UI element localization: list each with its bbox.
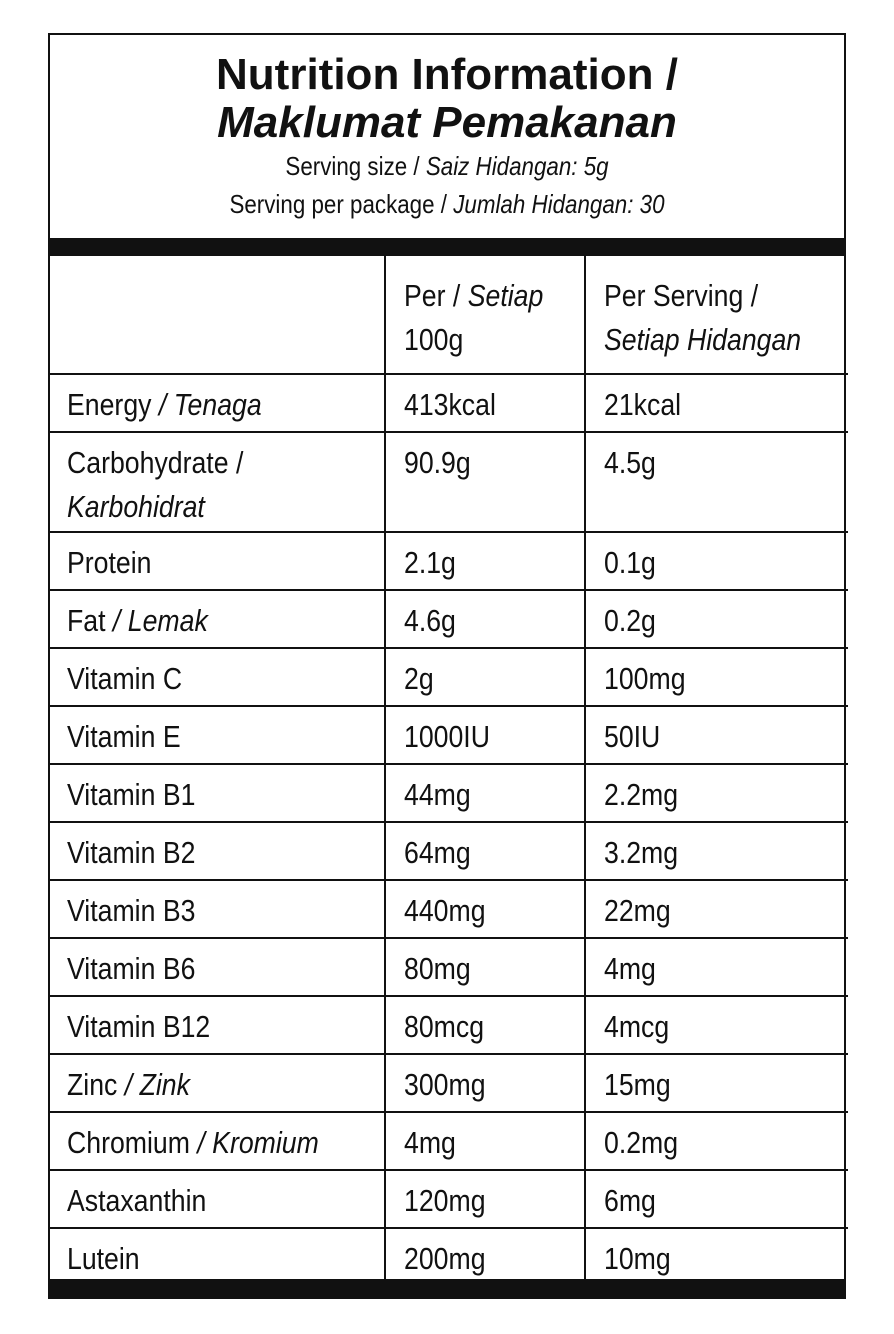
nutrient-name [67, 441, 243, 485]
per-serving-value: 0.1g [604, 545, 656, 580]
nutrient-name-cell [50, 590, 385, 648]
per-100g-en: Per / [404, 278, 461, 313]
per-100g-value-cell [385, 374, 585, 432]
nutrient-row [50, 706, 848, 764]
per-100g-value: 64mg [404, 835, 471, 870]
per-100g-value: 200mg [404, 1241, 486, 1276]
nutrient-name-english: Carbohydrate / [67, 445, 244, 480]
per-100g-value-cell [385, 706, 585, 764]
nutrient-row [50, 938, 848, 996]
nutrient-row [50, 1112, 848, 1170]
per-100g-value: 80mcg [404, 1009, 485, 1044]
nutrient-name-cell [50, 1170, 385, 1228]
per-100g-value-cell [385, 996, 585, 1054]
nutrient-name-english: Zinc [67, 1067, 118, 1102]
per-serving-value: 4mg [604, 951, 656, 986]
nutrient-name-english: Energy [67, 387, 152, 422]
per-serving-value: 6mg [604, 1183, 656, 1218]
nutrient-name [67, 1179, 206, 1223]
nutrient-name-malay: Lemak [127, 603, 208, 638]
nutrient-header-cell [50, 256, 385, 374]
per-100g-value-cell [385, 432, 585, 532]
servings-english: Serving per package / [229, 189, 447, 219]
nutrient-name-malay: Karbohidrat [67, 489, 205, 524]
per-serving-value-cell [585, 1170, 848, 1228]
nutrient-name-malay: Tenaga [173, 387, 262, 422]
nutrient-row [50, 880, 848, 938]
name-separator: / [151, 387, 174, 422]
nutrient-row [50, 590, 848, 648]
nutrient-row [50, 648, 848, 706]
serving-size-english: Serving size / [285, 151, 420, 181]
per-100g-value: 90.9g [404, 445, 471, 480]
per-100g-value-cell [385, 938, 585, 996]
nutrient-name-cell [50, 938, 385, 996]
serving-size-line [106, 147, 789, 185]
per-100g-value: 80mg [404, 951, 471, 986]
per-serving-value: 50IU [604, 719, 661, 754]
nutrient-name-cell [50, 706, 385, 764]
per-100g-value-cell [385, 590, 585, 648]
nutrient-name-english: Vitamin B2 [67, 835, 196, 870]
per-100g-value: 2.1g [404, 545, 456, 580]
nutrient-name-malay: Zink [139, 1067, 190, 1102]
name-separator: / [117, 1067, 140, 1102]
nutrient-name [67, 383, 262, 427]
nutrient-name-cell [50, 822, 385, 880]
per-100g-value-cell [385, 764, 585, 822]
per-100g-value-cell [385, 1054, 585, 1112]
nutrient-name-cell [50, 432, 385, 532]
per-serving-value: 0.2mg [604, 1125, 679, 1160]
per-serving-value-cell [585, 880, 848, 938]
nutrient-name-english: Vitamin E [67, 719, 181, 754]
per-serving-value: 3.2mg [604, 835, 679, 870]
per-100g-value-cell [385, 1170, 585, 1228]
per-serving-value-cell [585, 1054, 848, 1112]
nutrient-name-cell [50, 374, 385, 432]
nutrient-name-malay: Kromium [212, 1125, 319, 1160]
per-serving-value-cell [585, 1112, 848, 1170]
nutrient-name-cell [50, 648, 385, 706]
nutrient-name [67, 947, 195, 991]
per-100g-value: 120mg [404, 1183, 486, 1218]
nutrient-name-english: Lutein [67, 1241, 140, 1276]
nutrient-name [67, 657, 182, 701]
per-serving-value-cell [585, 432, 848, 532]
nutrient-name-cell [50, 1228, 385, 1286]
nutrient-row [50, 1170, 848, 1228]
nutrient-name-cell [50, 996, 385, 1054]
per-serving-value-cell [585, 764, 848, 822]
nutrient-name-cell [50, 1054, 385, 1112]
nutrient-row [50, 996, 848, 1054]
per-100g-header-cell [385, 256, 585, 374]
per-100g-value-cell [385, 648, 585, 706]
nutrient-row [50, 822, 848, 880]
nutrient-name-english: Chromium [67, 1125, 190, 1160]
per-100g-header-text [404, 274, 543, 318]
per-serving-value-cell [585, 996, 848, 1054]
nutrient-name-cell [50, 880, 385, 938]
nutrient-name-cell [50, 532, 385, 590]
per-100g-value: 2g [404, 661, 434, 696]
nutrient-name [67, 773, 195, 817]
serving-size-malay: Saiz Hidangan: 5g [425, 151, 609, 181]
per-serving-value-cell [585, 532, 848, 590]
per-serving-value-cell [585, 938, 848, 996]
nutrient-name-english: Vitamin B3 [67, 893, 196, 928]
nutrient-name-cell [50, 764, 385, 822]
nutrient-row [50, 532, 848, 590]
per-serving-value: 0.2g [604, 603, 656, 638]
nutrient-name [67, 715, 181, 759]
nutrient-name [67, 831, 195, 875]
name-separator: / [189, 1125, 213, 1160]
per-serving-value: 21kcal [604, 387, 682, 422]
nutrient-name-english: Vitamin B6 [67, 951, 196, 986]
per-serving-value: 22mg [604, 893, 671, 928]
nutrient-name-english: Vitamin B12 [67, 1009, 211, 1044]
nutrient-name [67, 1005, 210, 1049]
per-100g-value: 413kcal [404, 387, 496, 422]
per-serving-value: 2.2mg [604, 777, 679, 812]
per-serving-value-cell [585, 374, 848, 432]
per-serving-value-cell [585, 590, 848, 648]
per-100g-value-cell [385, 1112, 585, 1170]
name-separator: / [105, 603, 128, 638]
per-serving-value-cell [585, 648, 848, 706]
nutrient-name [67, 1237, 140, 1281]
nutrition-table [50, 256, 848, 1286]
per-100g-value-cell [385, 1228, 585, 1286]
per-serving-value-cell [585, 822, 848, 880]
per-100g-value: 440mg [404, 893, 486, 928]
per-serving-value: 10mg [604, 1241, 671, 1276]
per-100g-unit: 100g [404, 322, 464, 357]
per-100g-value: 4.6g [404, 603, 456, 638]
column-header-row [50, 256, 848, 374]
per-serving-value-cell [585, 1228, 848, 1286]
per-serving-value: 100mg [604, 661, 686, 696]
nutrient-name [67, 1121, 319, 1165]
nutrient-name [67, 541, 151, 585]
per-serving-value: 4.5g [604, 445, 656, 480]
nutrient-row [50, 432, 848, 532]
nutrient-name-english: Astaxanthin [67, 1183, 207, 1218]
servings-malay: Jumlah Hidangan: 30 [453, 189, 665, 219]
per-100g-value: 1000IU [404, 719, 490, 754]
per-100g-value-cell [385, 532, 585, 590]
per-100g-value: 300mg [404, 1067, 486, 1102]
per-serving-en: Per Serving / [604, 278, 759, 313]
nutrient-name-cell [50, 1112, 385, 1170]
per-serving-header-cell [585, 256, 848, 374]
nutrition-label [48, 33, 846, 1299]
header-divider-bar [50, 238, 844, 256]
nutrient-row [50, 1228, 848, 1286]
nutrient-name [67, 889, 195, 933]
nutrient-name-english: Fat [67, 603, 106, 638]
label-header [50, 35, 844, 238]
per-serving-value-cell [585, 706, 848, 764]
title-malay: Maklumat Pemakanan [217, 98, 677, 147]
nutrient-row [50, 764, 848, 822]
per-100g-ms: Setiap [467, 278, 544, 313]
nutrient-name [67, 599, 208, 643]
nutrient-row [50, 374, 848, 432]
per-100g-value-cell [385, 880, 585, 938]
nutrient-name-english: Protein [67, 545, 152, 580]
per-100g-value-cell [385, 822, 585, 880]
nutrient-name-english: Vitamin C [67, 661, 183, 696]
title-english: Nutrition Information / [216, 50, 678, 99]
per-serving-value: 4mcg [604, 1009, 670, 1044]
footer-bar [50, 1279, 844, 1297]
nutrient-name [67, 1063, 190, 1107]
nutrient-row [50, 1054, 848, 1112]
per-serving-value: 15mg [604, 1067, 671, 1102]
per-100g-value: 44mg [404, 777, 471, 812]
per-serving-ms: Setiap Hidangan [604, 322, 802, 357]
servings-per-package-line [106, 185, 789, 223]
per-100g-value: 4mg [404, 1125, 456, 1160]
nutrient-name-english: Vitamin B1 [67, 777, 196, 812]
